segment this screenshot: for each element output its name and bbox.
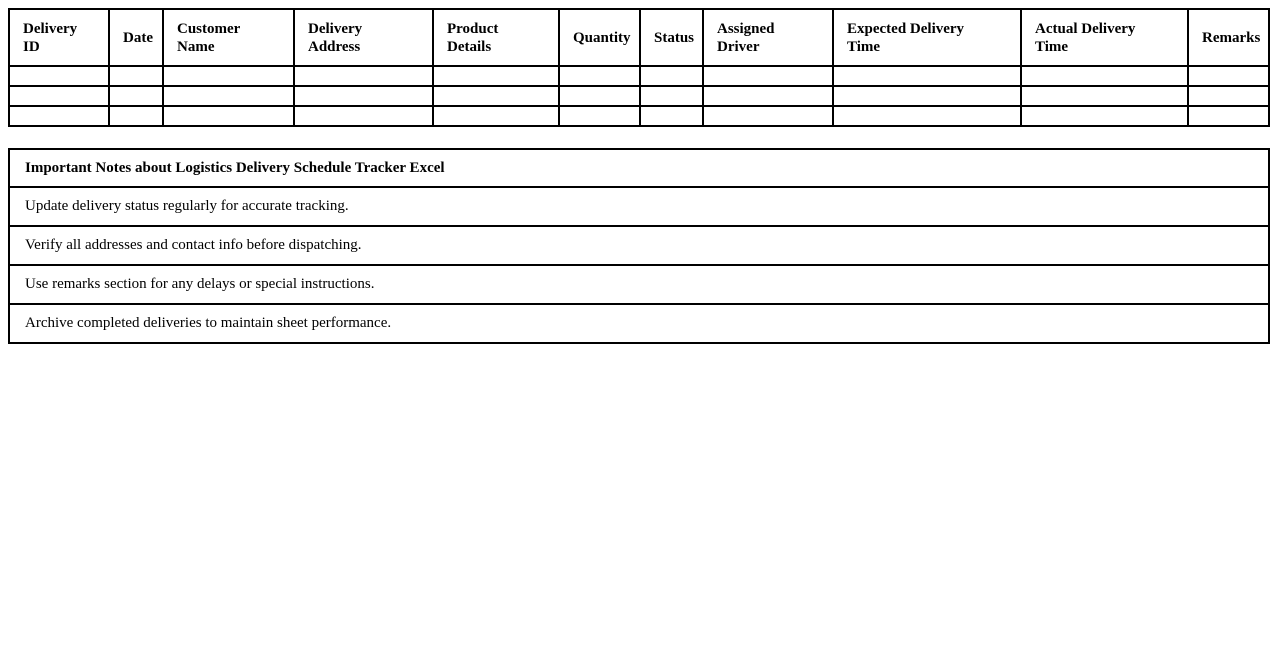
empty-cell-delivery-id	[9, 106, 109, 126]
empty-cell-date	[109, 66, 163, 86]
column-header-remarks: Remarks	[1188, 9, 1269, 66]
column-header-actual-delivery-time: Actual Delivery Time	[1021, 9, 1188, 66]
column-header-quantity: Quantity	[559, 9, 640, 66]
empty-cell-quantity	[559, 86, 640, 106]
note-row	[9, 187, 1269, 226]
empty-cell-status	[640, 86, 703, 106]
column-header-product-details: Product Details	[433, 9, 559, 66]
empty-cell-delivery-id	[9, 86, 109, 106]
empty-cell-status	[640, 106, 703, 126]
empty-cell-date	[109, 86, 163, 106]
column-header-expected-delivery-time: Expected Delivery Time	[833, 9, 1021, 66]
note-row	[9, 226, 1269, 265]
column-header-date: Date	[109, 9, 163, 66]
notes-title-row	[9, 149, 1269, 187]
empty-cell-customer-name	[163, 86, 294, 106]
empty-cell-product-details	[433, 106, 559, 126]
empty-cell-assigned-driver	[703, 86, 833, 106]
empty-cell-customer-name	[163, 106, 294, 126]
delivery-table-body	[9, 66, 1269, 126]
note-item: Update delivery status regularly for accurate tracking.	[9, 187, 1269, 226]
column-header-delivery-id: Delivery ID	[9, 9, 109, 66]
column-header-assigned-driver: Assigned Driver	[703, 9, 833, 66]
delivery-table-empty-row	[9, 86, 1269, 106]
empty-cell-remarks	[1188, 86, 1269, 106]
empty-cell-delivery-id	[9, 66, 109, 86]
empty-cell-assigned-driver	[703, 66, 833, 86]
column-header-status: Status	[640, 9, 703, 66]
empty-cell-quantity	[559, 106, 640, 126]
empty-cell-expected-delivery-time	[833, 86, 1021, 106]
empty-cell-actual-delivery-time	[1021, 66, 1188, 86]
empty-cell-remarks	[1188, 106, 1269, 126]
empty-cell-quantity	[559, 66, 640, 86]
empty-cell-delivery-address	[294, 106, 433, 126]
empty-cell-date	[109, 106, 163, 126]
column-header-customer-name: Customer Name	[163, 9, 294, 66]
note-item: Archive completed deliveries to maintain sheet performance.	[9, 304, 1269, 343]
empty-cell-expected-delivery-time	[833, 106, 1021, 126]
delivery-table-empty-row	[9, 106, 1269, 126]
notes-title: Important Notes about Logistics Delivery Schedule Tracker Excel	[9, 149, 1269, 187]
empty-cell-customer-name	[163, 66, 294, 86]
column-header-delivery-address: Delivery Address	[294, 9, 433, 66]
note-item: Use remarks section for any delays or special instructions.	[9, 265, 1269, 304]
delivery-schedule-table	[8, 8, 1270, 127]
notes-table	[8, 148, 1270, 344]
empty-cell-actual-delivery-time	[1021, 106, 1188, 126]
empty-cell-delivery-address	[294, 86, 433, 106]
note-row	[9, 265, 1269, 304]
delivery-table-empty-row	[9, 66, 1269, 86]
empty-cell-product-details	[433, 86, 559, 106]
empty-cell-actual-delivery-time	[1021, 86, 1188, 106]
empty-cell-remarks	[1188, 66, 1269, 86]
empty-cell-expected-delivery-time	[833, 66, 1021, 86]
note-row	[9, 304, 1269, 343]
delivery-table-header-row	[9, 9, 1269, 66]
note-item: Verify all addresses and contact info before dispatching.	[9, 226, 1269, 265]
empty-cell-product-details	[433, 66, 559, 86]
empty-cell-status	[640, 66, 703, 86]
empty-cell-assigned-driver	[703, 106, 833, 126]
empty-cell-delivery-address	[294, 66, 433, 86]
